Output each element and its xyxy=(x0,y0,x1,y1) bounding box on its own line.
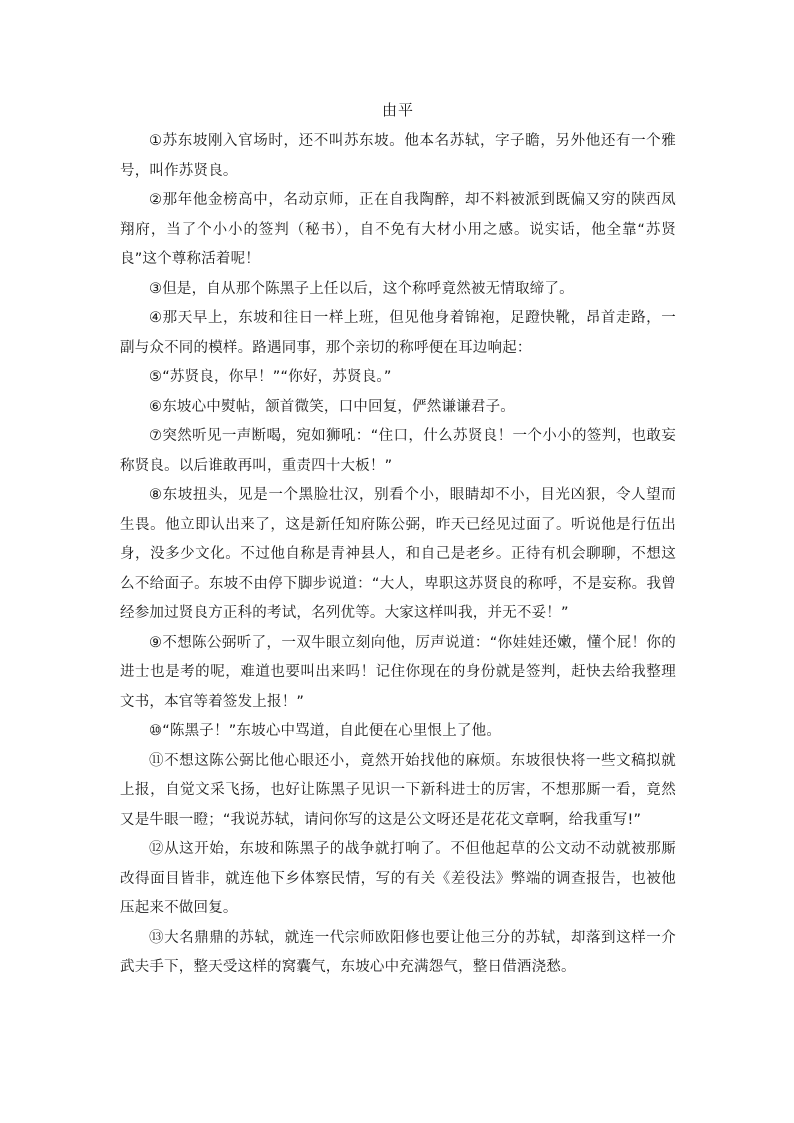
paragraph-13: ⑬大名鼎鼎的苏轼，就连一代宗师欧阳修也要让他三分的苏轼，却落到这样一介武夫手下，整天受这样的窝囊气，东坡心中充满怨气，整日借酒浇愁。 xyxy=(120,929,676,975)
paragraph-6: ⑥东坡心中熨帖，颔首微笑，口中回复，俨然谦谦君子。 xyxy=(149,398,515,415)
document-title: 由平 xyxy=(381,101,414,119)
paragraph-4: ④那天早上，东坡和往日一样上班，但见他身着锦袍，足蹬快靴，昂首走路，一副与众不同的模样。路遇同事，那个亲切的称呼便在耳边响起： xyxy=(120,310,676,356)
paragraph-1: ①苏东坡刚入官场时，还不叫苏东坡。他本名苏轼，字子瞻，另外他还有一个雅号，叫作苏贤良。 xyxy=(120,133,676,179)
paragraph-10: ⑩“陈黑子！”东坡心中骂道，自此便在心里恨上了他。 xyxy=(149,723,502,739)
paragraph-5: ⑤“苏贤良，你早！”“你好，苏贤良。” xyxy=(149,369,392,385)
paragraph-7: ⑦突然听见一声断喝，宛如狮吼：“住口，什么苏贤良！一个小小的签判，也敢妄称贤良。以后谁敢再叫，重责四十大板！” xyxy=(120,428,676,474)
paragraph-12: ⑫从这开始，东坡和陈黑子的战争就打响了。不但他起草的公文动不动就被那厮改得面目皆非，就连他下乡体察民情，写的有关《差役法》弊端的调查报告，也被他压起来不做回复。 xyxy=(120,841,676,916)
paragraph-3: ③但是，自从那个陈黑子上任以后，这个称呼竟然被无情取缔了。 xyxy=(149,280,574,297)
paragraph-8: ⑧东坡扭头，见是一个黑脸壮汉，别看个小，眼睛却不小，目光凶狠，令人望而生畏。他立即认出来了，这是新任知府陈公弼，昨天已经见过面了。听说他是行伍出身，没多少文化。不过他自称是青神县人，和自己是老乡。正待有机会聊聊，不想这么不给面子。东坡不由停下脚步说道：“大人，卑职这苏贤良的称呼，不是妄称。我曾经参加过贤良方正科的考试，名列优等。大家这样叫我，并无不妥！” xyxy=(120,487,676,621)
paragraph-11: ⑪不想这陈公弼比他心眼还小，竟然开始找他的麻烦。东坡很快将一些文稿拟就上报，自觉文采飞扬，也好让陈黑子见识一下新科进士的厉害，不想那厮一看，竟然又是牛眼一瞪；“我说苏轼，请问你写的这是公文呀还是花花文章啊，给我重写!” xyxy=(120,752,676,828)
paragraph-2: ②那年他金榜高中，名动京师，正在自我陶醉，却不料被派到既偏又穷的陕西凤翔府，当了个小小的签判（秘书），自不免有大材小用之感。说实话，他全靠“苏贤良”这个尊称活着呢！ xyxy=(120,192,676,267)
document-page xyxy=(120,95,676,983)
paragraph-9: ⑨不想陈公弼听了，一双牛眼立刻向他，厉声说道：“你娃娃还嫩，懂个屁！你的进士也是考的呢，难道也要叫出来吗！记住你现在的身份就是签判，赶快去给我整理文书，本官等着签发上报！” xyxy=(120,634,676,710)
